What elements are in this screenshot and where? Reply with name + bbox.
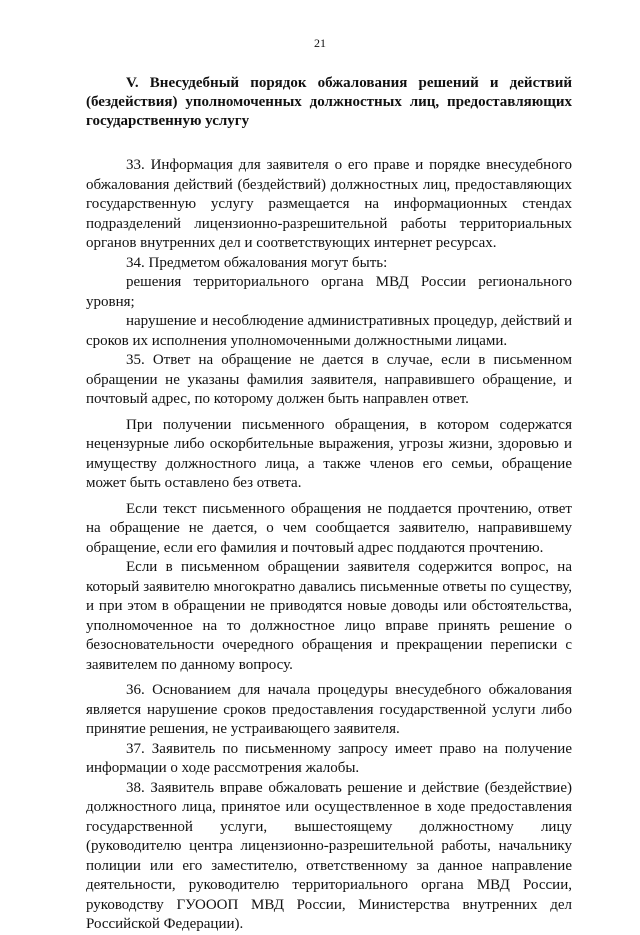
paragraph-35: 35. Ответ на обращение не дается в случае, если в письменном обращении не указаны фамилия заявителя, направившего обращение, и почтовый адрес, по которому должен быть направлен ответ. (86, 352, 572, 407)
paragraph-38: 38. Заявитель вправе обжаловать решение и действие (бездействие) должностного лица, принятое или осуществленное в ходе предоставления государственной услуги, вышестоящему должностному лицу (руководителю центра лицензионно-разрешительной работы, начальнику полиции или его заместителю, ответственному за данное направление деятельности, руководителю территориального органа МВД России, руководству ГУОООП МВД России, Министерства внутренних дел Российской Федерации). (86, 779, 572, 932)
page-number: 21 (314, 36, 326, 50)
paragraph-34: 34. Предметом обжалования могут быть: (126, 254, 388, 271)
paragraph-36: 36. Основанием для начала процедуры внесудебного обжалования является нарушение сроков предоставления государственной услуги либо принятие решения, не устраивающего заявителя. (86, 682, 572, 737)
paragraph-35-offensive: При получении письменного обращения, в котором содержатся нецензурные либо оскорбительные выражения, угрозы жизни, здоровью и имуществу должностного лица, а также членов его семьи, обращение может быть оставлено без ответа. (86, 416, 572, 491)
paragraph-34-item-1: решения территориального органа МВД России регионального уровня; (86, 274, 572, 310)
paragraph-33: 33. Информация для заявителя о его праве и порядке внесудебного обжалования действий (бездействий) должностных лиц, предоставляющих государственную услугу размещается на информационных стендах подразделений лицензионно-разрешительной работы территориальных органов внутренних дел и соответствующих интернет ресурсах. (86, 157, 572, 251)
paragraph-35-repeated: Если в письменном обращении заявителя содержится вопрос, на который заявителю многократно давались письменные ответы по существу, и при этом в обращении не приводятся новые доводы или обстоятельства, уполномоченное на то должностное лицо вправе принять решение о безосновательности очередного обращения и прекращении переписки с заявителем по данному вопросу. (86, 559, 572, 673)
section-title: V. Внесудебный порядок обжалования решений и действий (бездействия) уполномоченных должностных лиц, предоставляющих государственную услугу (86, 75, 572, 129)
document-body (86, 74, 572, 935)
paragraph-34-item-2: нарушение и несоблюдение административных процедур, действий и сроков их исполнения уполномоченными должностными лицами. (86, 313, 572, 349)
paragraph-35-unreadable: Если текст письменного обращения не поддается прочтению, ответ на обращение не дается, о чем сообщается заявителю, направившему обращение, если его фамилия и почтовый адрес поддаются прочтению. (86, 500, 572, 556)
paragraph-37: 37. Заявитель по письменному запросу имеет право на получение информации о ходе рассмотрения жалобы. (86, 740, 572, 776)
